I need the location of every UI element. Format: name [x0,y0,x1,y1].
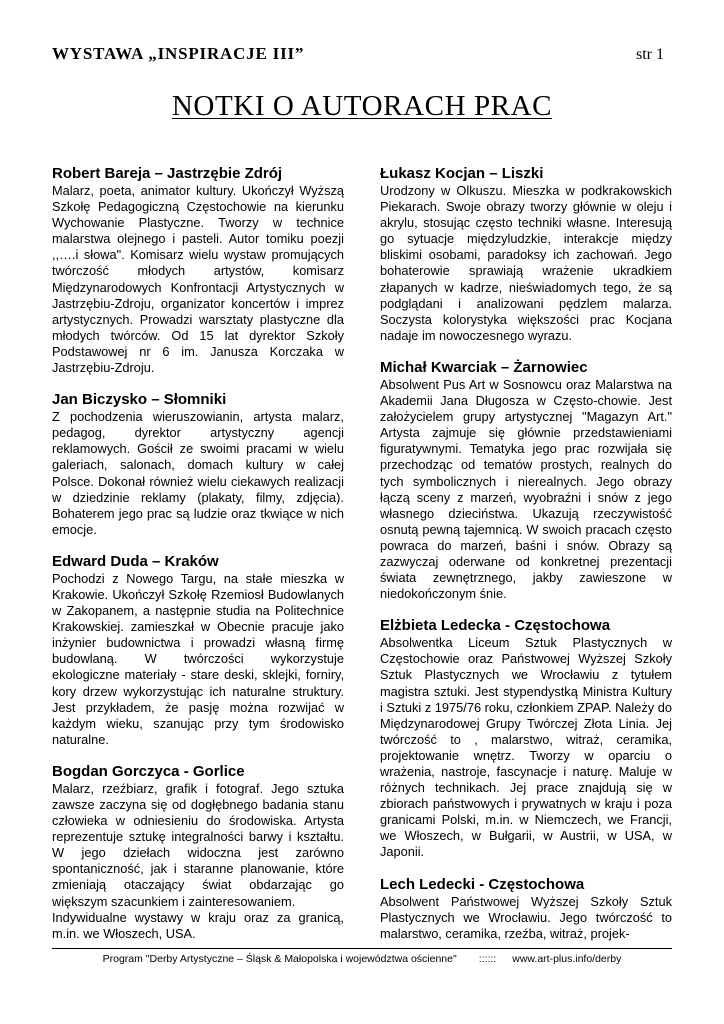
page-number: str 1 [636,46,664,63]
author-bio: Malarz, rzeźbiarz, grafik i fotograf. Jego sztuka zawsze zaczyna się od dogłębnego badania stanu człowieka w odniesieniu do środowiska. Artysta reprezentuje sztukę integralności barwy i kształtu. W jego dziełach widoczna jest zarówno spontaniczność, jak i staranne planowanie, które zmieniają otaczający świat obdarzając go większym szacunkiem i zainteresowaniem. [52,780,344,909]
author-bio: Indywidualne wystawy w kraju oraz za granicą, m.in. we Włoszech, USA. [52,909,344,941]
author-entry [380,875,672,942]
author-name: Edward Duda – Kraków [52,552,219,570]
page-title: NOTKI O AUTORACH PRAC [171,90,553,122]
exhibition-title: WYSTAWA „INSPIRACJE III” [52,44,305,63]
author-bio: Absolwent Pus Art w Sosnowcu oraz Malarstwa na Akademii Jana Długosza w Często-chowie. Jest założycielem grupy artystycznej "Magazyn Art." Artysta zajmuje się głównie przedstawieniami figuratywnymi. Tematyka jego prac rozwijała się przechodząc od tematów prostych, realnych do tych symbolicznych i nierealnych. Jego obrazy łączą sceny z marzeń, wyobraźni i snów z jego własnego dzieciństwa. Ukazują rzeczywistość osnutą pewną tajemnicą. W swoich pracach często powraca do marzeń, baśni i snów. Obrazy są zazwyczaj oderwane od konkretnej prezentacji świata zewnętrznego, jakby zawieszone w niedokończonym śnie. [380,376,672,602]
footer-separator: :::::: [478,953,497,965]
author-entry [380,616,672,860]
right-column [380,164,672,956]
footer [0,953,724,965]
author-name: Elżbieta Ledecka - Częstochowa [380,617,611,635]
author-bio: Malarz, poeta, animator kultury. Ukończył Wyższą Szkołę Pedagogiczną Częstochowie na kierunku Wychowanie Plastyczne. Tworzy w technice malarstwa olejnego i pasteli. Autor tomiku poezji ,,….i słowa". Komisarz wielu wystaw promujących twórczość młodych artystów, komisarz Międzynarodowych Konfrontacji Artystycznych w Jastrzębiu-Zdroju, organizator koncertów i imprez artystycznych. Prowadzi warsztaty plastyczne dla młodych twórców. Od 15 lat dyrektor Szkoły Podstawowej nr 6 im. Janusza Korczaka w Jastrzębiu-Zdroju. [52,183,344,376]
footer-program: Program "Derby Artystyczne – Śląsk & Małopolska i województwa ościenne" [102,953,457,965]
footer-divider [52,948,672,949]
footer-url[interactable]: www.art-plus.info/derby [512,953,622,965]
author-entry [52,390,344,538]
author-bio: Absolwent Państwowej Wyższej Szkoły Sztuk Plastycznych we Wrocławiu. Jego twórczość to malarstwo, ceramika, rzeźba, witraż, projek- [380,893,672,941]
author-entry [52,762,344,942]
author-bio: Pochodzi z Nowego Targu, na stałe mieszka w Krakowie. Ukończył Szkołę Rzemiosł Budowlanych w Zakopanem, a następnie studia na Politechnice Krakowskiej. zamieszkał w Obecnie pracuje jako inżynier budownictwa i prowadzi własną firmę budowlaną. W twórczości wykorzystuje ekologiczne materiały - stare deski, sklejki, forniry, kory drzew wykorzystując ich naturalne struktury. Jest przykładem, że pasję można rozwijać w każdym wieku, szanując przy tym środowisko naturalne. [52,570,344,747]
author-name: Jan Biczysko – Słomniki [52,391,227,409]
author-name: Michał Kwarciak – Żarnowiec [380,358,588,376]
author-bio: Z pochodzenia wieruszowianin, artysta malarz, pedagog, dyrektor artystyczny agencji reklamowych. Gościł ze swoimi pracami w wielu galeriach, salonach, domach kultury w całej Polsce. Dokonał również wielu ciekawych realizacji w dziedzinie reklamy (plakaty, filmy, zdjęcia). Bohaterem jego prac są ludzie oraz tkwiące w nich emocje. [52,409,344,537]
author-name: Lech Ledecki - Częstochowa [380,875,585,893]
author-bio: Absolwentka Liceum Sztuk Plastycznych w Częstochowie oraz Państwowej Wyższej Szkoły Sztuk Plastycznych we Wrocławiu z tytułem magistra sztuki. Jest stypendystką Ministra Kultury i Sztuki z 1975/76 roku, członkiem ZPAP. Należy do Międzynarodowej Grupy Twórczej Złota Linia. Jej twórczość to , malarstwo, witraż, ceramika, projektowanie wnętrz. Tworzy w oparciu o wrażenia, nastroje, fascynacje i naturę. Maluje w różnych technikach. Jej prace znajdują się w zbiorach państwowych i prywatnych w kraju i poza granicami Polski, m.in. w Niemczech, we Francji, we Włoszech, w Bułgarii, w Austrii, w USA, w Japonii. [380,635,672,860]
author-entry [52,552,344,748]
author-entry [52,164,344,376]
left-column [52,164,344,956]
author-name: Robert Bareja – Jastrzębie Zdrój [52,165,283,182]
author-entry [380,358,672,602]
author-bio: Urodzony w Olkuszu. Mieszka w podkrakowskich Piekarach. Swoje obrazy tworzy głównie w oleju i akrylu, stosując często techniki własne. Interesują go sytuacje międzyludzkie, interakcje między bliskimi osobami, paradoksy ich zachowań. Jego bohaterowie sprawiają wrażenie ukradkiem złapanych w kadrze, nieświadomych tego, że są podglądani i analizowani pędzlem malarza. Soczysta kolorystyka większości prac Kocjana nadaje im nowoczesnego wyrazu. [380,183,672,343]
author-name: Łukasz Kocjan – Liszki [380,165,544,182]
author-name: Bogdan Gorczyca - Gorlice [52,762,245,780]
author-entry [380,164,672,344]
